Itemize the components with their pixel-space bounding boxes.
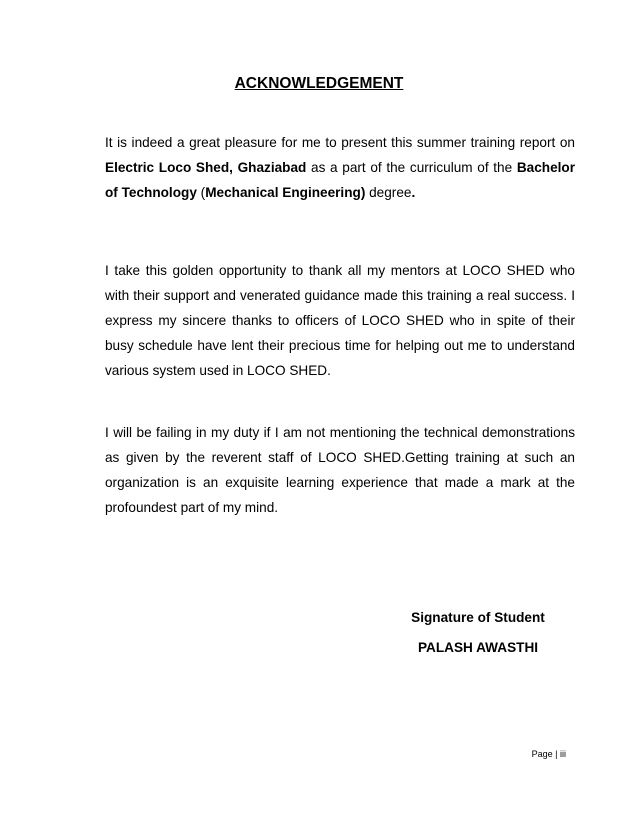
- student-name: PALASH AWASTHI: [417, 640, 539, 655]
- intro-text-2: as a part of the curriculum of the: [306, 160, 517, 175]
- title-text: ACKNOWLEDGEMENT: [234, 75, 404, 92]
- paragraph-intro: [105, 130, 575, 205]
- paragraph-demonstrations: I will be failing in my duty if I am not mentioning the technical demonstrations as given by the reverent staff of LOCO SHED.Getting training at such an organization is an exquisite learning experience that made a mark at the profoundest part of my mind.: [105, 425, 575, 515]
- intro-text-4: degree: [365, 185, 412, 200]
- intro-bold-degree: Bachelor of Technology: [105, 160, 576, 200]
- signature-label: Signature of Student: [411, 610, 545, 625]
- signature-block: [398, 603, 558, 663]
- intro-bold-loco-shed: Electric Loco Shed, Ghaziabad: [105, 160, 307, 175]
- page-number: Page | iii: [531, 749, 566, 759]
- intro-bold-branch: Mechanical Engineering): [205, 185, 366, 200]
- paragraph-thanks: I take this golden opportunity to thank all my mentors at LOCO SHED who with their support and venerated guidance made this training a real success. I express my sincere thanks to officers of LOCO SHED who in spite of their busy schedule have lent their precious time for helping out me to understand various system used in LOCO SHED.: [105, 263, 575, 378]
- intro-text-1: It is indeed a great pleasure for me to present this summer training report on: [105, 135, 575, 150]
- intro-bold-period: .: [411, 185, 416, 200]
- page-title: [0, 75, 638, 93]
- intro-text-3: (: [196, 185, 206, 200]
